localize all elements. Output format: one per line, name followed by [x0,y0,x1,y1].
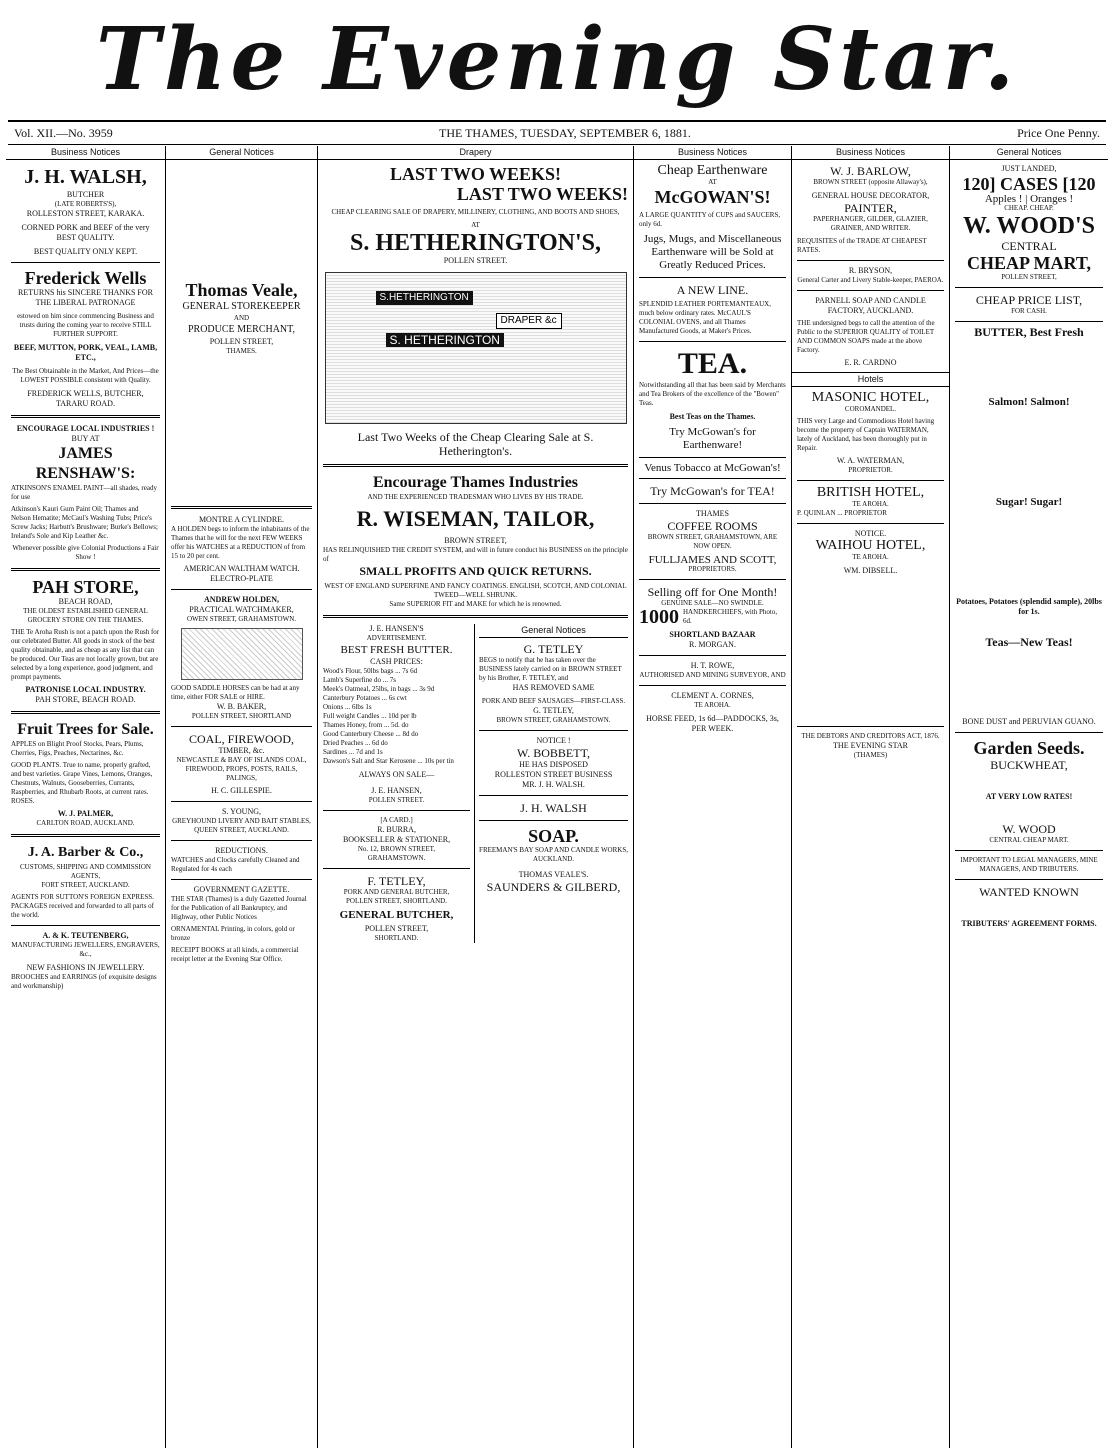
ad-text: POLLEN STREET. [443,256,508,265]
ad-text: BUCKWHEAT, [990,758,1068,772]
ad-text: TE AROHA. [852,553,889,561]
ad-title: PARNELL SOAP AND CANDLE FACTORY, AUCKLAND. [815,296,926,315]
ad-text: CHEAP CLEARING SALE OF DRAPERY, MILLINERY, CLOTHING, AND BOOTS AND SHOES, [331,208,620,216]
ad-masonic-hotel: MASONIC HOTEL, COROMANDEL. THIS very Large and Commodious Hotel having become the property of Captain WATERMAN, lately of Auckland, has been thoroughly put in Repair. W. A. WATERMAN, PROPRIETOR. [797,391,944,475]
ad-text: ROLLESTON STREET BUSINESS [494,770,613,779]
ad-text: PAINTER, [844,201,897,215]
ad-text: CENTRAL CHEAP MART. [989,836,1069,844]
price-list-item: Canterbury Potatoes ... 6s cwt [323,694,407,702]
ad-text: AT VERY LOW RATES! [985,792,1073,801]
ad-title: NOTICE. [854,529,887,538]
ad-text: CHEAP. CHEAP. [1004,204,1054,212]
ad-text: GREYHOUND LIVERY AND BAIT STABLES, [172,817,311,825]
ad-coffee-rooms [639,509,786,574]
ad-text: POLLEN STREET, [1001,273,1057,281]
ad-text: BEEF, MUTTON, PORK, VEAL, LAMB, ETC., [13,343,158,362]
ad-text: Salmon! Salmon! [988,396,1070,408]
ad-title: W. WOOD'S [962,213,1096,239]
ad-text: AUTHORISED AND MINING SURVEYOR, AND [639,671,786,679]
ad-text: G. TETLEY, [533,706,574,715]
ad-title: R. BURRA, [377,825,416,834]
ad-text: GENERAL BUTCHER, [339,909,454,921]
ad-selling-off [639,585,786,650]
ad-text: HE HAS DISPOSED [519,760,588,769]
ad-text: TE AROHA. [852,500,889,508]
ad-text: Teas—New Teas! [985,635,1073,649]
ad-text: FORT STREET, AUCKLAND. [41,881,130,889]
ad-title: MASONIC HOTEL, [811,390,930,405]
price-list-item: Thames Honey, from ... 5d. do [323,721,409,729]
ad-text: BROWN STREET, [444,536,507,545]
column-7 [950,146,1108,1448]
ad-title: J. E. HANSEN'S [369,624,424,633]
ad-text: BROOCHES and EARRINGS (of exquisite designs and workmanship) [11,973,157,990]
ad-bryson [797,266,944,285]
ad-text: BEST QUALITY ONLY KEPT. [33,247,138,256]
section-header: Business Notices [634,146,791,160]
ad-text: POLLEN STREET, [209,337,274,346]
ad-text: PAH STORE, BEACH ROAD. [35,695,136,704]
ad-text: PATRONISE LOCAL INDUSTRY. [25,685,146,694]
ad-text: THAMES. [226,347,257,355]
ad-mcgowan [639,164,786,272]
dateline [8,120,1106,145]
ad-text: BUTTER, Best Fresh [974,325,1084,339]
ad-text: General Carter and Livery Stable-keeper, PAEROA. [797,276,944,284]
ad-text: P. QUINLAN ... PROPRIETOR [797,509,887,517]
ad-text: BONE DUST and PERUVIAN GUANO. [962,717,1096,726]
ad-text: A LARGE QUANTITY of CUPS and SAUCERS, only 6d. [639,211,781,228]
ad-title: W. J. BARLOW, [830,164,911,178]
ad-text: CORNED PORK and BEEF of the very BEST QUALITY. [21,223,150,242]
ad-title: Fruit Trees for Sale. [17,721,154,738]
ad-text: ROLLESTON STREET, KARAKA. [26,209,145,218]
ad-title: Encourage Thames Industries [372,474,579,491]
ad-text: SHORTLAND. [374,934,419,942]
ad-text: GENERAL HOUSE DECORATOR, [811,191,930,200]
ad-text: BROWN STREET, GRAHAMSTOWN. [496,716,611,724]
ad-text: Try McGowan's for TEA! [650,484,775,498]
ad-text: BROWN STREET, GRAHAMSTOWN, ARE NOW OPEN. [647,533,778,550]
ad-text: Venus Tobacco at McGowan's! [644,462,781,474]
ad-text: BUY AT [71,434,100,443]
ad-text: [A CARD.] [380,816,413,824]
ad-text: PAPERHANGER, GILDER, GLAZIER, [813,215,928,223]
ad-title: TEA. [677,347,748,380]
price-list-item: Full weight Candles ... 10d per lb [323,712,417,720]
ad-title: J. H. WALSH, [24,166,147,188]
tetley-column [475,624,628,943]
ad-text: HAS REMOVED SAME [512,683,595,692]
ad-text: BUTCHER [66,190,105,199]
price-list-item: Dried Peaches ... 6d do [323,739,388,747]
ad-title: S. HETHERINGTON'S, [350,230,601,256]
column-6 [792,146,950,1448]
ad-title: REDUCTIONS. [215,846,268,855]
ad-text: FULLJAMES AND SCOTT, [648,554,777,566]
ad-title: Garden Seeds. [973,738,1085,758]
ad-text: W. J. PALMER, [57,809,114,818]
ad-title: J. A. Barber & Co., [27,845,144,860]
column-1 [6,146,166,1448]
price-list-item: Dawson's Salt and Star Kerosene ... 10s per tin [323,757,454,765]
section-header: Drapery [318,146,633,160]
ad-text: FREDERICK WELLS, BUTCHER, TARARU ROAD. [27,389,144,408]
ad-text: FREEMAN'S BAY SOAP AND CANDLE WORKS, AUCKLAND. [479,846,628,863]
ad-text: 1000 [639,606,679,628]
ad-text: CARLTON ROAD, AUCKLAND. [36,819,135,827]
ad-title: R. WISEMAN, TAILOR, [356,506,595,531]
ad-text: SMALL PROFITS AND QUICK RETURNS. [359,564,592,578]
price-list-item: Good Canterbury Cheese ... 8d do [323,730,419,738]
ad-text: CENTRAL [1001,239,1057,253]
ad-title: PAH STORE, [32,577,139,597]
ad-text: TRIBUTERS' AGREEMENT FORMS. [961,919,1097,928]
ad-text: PRODUCE MERCHANT, [187,324,296,335]
ad-title: MONTRE A CYLINDRE. [198,515,285,524]
ad-text: WM. DIBSELL. [843,566,898,575]
column-drapery [318,146,634,1448]
hansen-column [323,624,475,943]
price: Price One Penny. [1017,125,1100,140]
ad-text: POLLEN STREET, [364,924,429,933]
ad-text: MR. J. H. WALSH. [522,780,585,789]
ad-text: Try McGowan's for Earthenware! [669,426,756,451]
ad-text: TIMBER, &c. [218,746,265,755]
ad-title: ANDREW HOLDEN, [204,595,279,604]
ad-barber: J. A. Barber & Co., CUSTOMS, SHIPPING AND COMMISSION AGENTS, FORT STREET, AUCKLAND. AGENTS FOR SUTTON'S FOREIGN EXPRESS. PACKAGES received and forwarded to all parts of the world. [11,843,160,920]
ad-text: GOOD SADDLE HORSES can be had at any time, either FOR SALE or HIRE. [171,684,300,701]
section-header: Hotels [792,372,949,387]
ad-title: CHEAP PRICE LIST, [975,293,1083,307]
section-header: Business Notices [6,146,165,160]
ad-title: Frederick Wells [24,268,147,288]
ad-text: MANUFACTURING JEWELLERS, ENGRAVERS, &c., [11,941,160,958]
ad-text: BOOKSELLER & STATIONER, [342,835,451,844]
ad-hetherington [323,164,628,458]
ad-text: THE DEBTORS AND CREDITORS ACT, 1876. [801,732,940,740]
ad-text: Jugs, Mugs, and Miscellaneous Earthenware will be Sold at Greatly Reduced Prices. [643,233,782,271]
page-columns [6,146,1108,1448]
ad-walsh [11,164,160,257]
ad-title: Thomas Veale, [185,280,298,300]
ad-title: W. B. BAKER, [216,702,267,711]
ad-wells: Frederick Wells RETURNS his SINCERE THANKS FOR THE LIBERAL PATRONAGE estowed on him since commencing Business and trusts during the coming year to receive STILL FURTHER SUPPORT. BEEF, MUTTON, PORK, VEAL, LAMB, ETC., The Best Obtainable in the Market, And Prices—the LOWEST POSSIBLE consistent with Quality. FREDERICK WELLS, BUTCHER, TARARU ROAD. [12,268,159,408]
coach-illustration [181,628,303,680]
ad-cornes [639,691,786,734]
ad-title: CHEAP MART, [966,253,1092,273]
ad-text: TE AROHA. [694,701,731,709]
ad-pah-store: PAH STORE, BEACH ROAD, THE OLDEST ESTABLISHED GENERAL GROCERY STORE ON THE THAMES. THE Te Aroha Rush is not a patch upon the Rush for our celebrated Butter. All goods in stock of the best quality obtainable, and as cheap as any list that can be produced. Our Teas are not locally grown, but are selected by a long experience, good judgment, and prompt payments. PATRONISE LOCAL INDUSTRY. PAH STORE, BEACH ROAD. [11,577,160,704]
section-header: General Notices [479,624,628,638]
ad-text: BROWN STREET (opposite Allaway's), [813,178,928,186]
ad-text: AMERICAN WALTHAM WATCH. [183,564,300,573]
shop-sign: S. HETHERINGTON [386,333,504,347]
price-list-item: Sardines ... 7d and 1s [323,748,383,756]
ad-title: J. H. WALSH [520,801,587,815]
ad-text: Best Teas on the Thames. [669,412,756,421]
ad-text: Last Two Weeks of the Cheap Clearing Sale at S. Hetherington's. [357,430,594,458]
ad-text: Same SUPERIOR FIT and MAKE for which he is renowned. [389,600,562,608]
ad-text: GRAINER, AND WRITER. [830,224,911,232]
ad-text: Sugar! Sugar! [995,496,1063,508]
ad-text: PORK AND GENERAL BUTCHER, [343,888,450,896]
ad-text: REQUISITES of the TRADE AT CHEAPEST RATES. [797,237,927,254]
ad-text: A HOLDEN begs to inform the inhabitants of the Thames that he will for the next FEW WEEKS offer his WATCHES at a REDUCTION of from 15 to 20 per cent. [171,525,310,560]
ad-barlow [797,164,944,255]
ad-wood [955,164,1103,929]
ad-holden [171,595,312,624]
ad-text: BEACH ROAD, [58,597,113,606]
ad-text: AND THE EXPERIENCED TRADESMAN WHO LIVES BY HIS TRADE. [367,493,584,501]
ad-text: ELECTRO-PLATE [210,574,273,583]
ad-veale [171,280,312,356]
price-list-item: Lamb's Superfine do ... 7s [323,676,397,684]
ad-text: JUST LANDED, [1001,164,1057,173]
ad-text: AND [233,314,250,322]
ad-title: H. T. ROWE, [690,661,735,670]
ad-text: H. C. GILLESPIE. [211,786,272,795]
ad-gazette [171,885,312,964]
ad-coal [171,732,312,796]
ad-title: G. TETLEY [523,642,584,656]
ad-wiseman [323,473,628,609]
ad-text: BEGS to notify that he has taken over the BUSINESS lately carried on in BROWN STREET by his Brother, F. TETLEY, and [479,656,622,682]
ad-text: ADVERTISEMENT. [366,634,427,642]
issue-date: THE THAMES, TUESDAY, SEPTEMBER 6, 1881. [438,125,691,140]
ad-teutenberg [11,931,160,991]
ad-text: PROPRIETORS. [688,565,737,573]
shop-sign: DRAPER &c [496,313,562,329]
ad-title: CLEMENT A. CORNES, [671,691,754,700]
ad-waihou-hotel [797,539,944,576]
ad-text: PRACTICAL WATCHMAKER, [189,605,294,614]
ad-text: WATCHES and Clocks carefully Cleaned and Regulated for 4s each [171,856,300,873]
ad-title: COFFEE ROOMS [667,519,758,533]
section-header: General Notices [166,146,317,160]
ad-fruit-trees: Fruit Trees for Sale. APPLES on Blight Proof Stocks, Pears, Plums, Cherries, Figs, Peaches, Nectarines, &c. GOOD PLANTS. True to name, properly grafted, and best varieties. Grape Vines, Lemons, Oranges, Chestnuts, Walnuts, Gooseberries, Currants, Raspberries, and Rhubarb Roots, at current rates. ROSES. W. J. PALMER, CARLTON ROAD, AUCKLAND. [11,720,160,828]
ad-text: HANDKERCHIEFS, with Photo, 6d. [683,608,778,625]
ad-text: CASH PRICES: [370,657,423,666]
ad-title: F. TETLEY, [367,874,426,888]
column-2 [166,146,318,1448]
ad-text: CUSTOMS, SHIPPING AND COMMISSION AGENTS, [20,863,151,880]
ad-text: QUEEN STREET, AUCKLAND. [194,826,289,834]
masthead [0,0,1114,120]
ad-text: RECEIPT BOOKS at all kinds, a commercial receipt letter at the Evening Star Office. [171,946,299,963]
ad-text: PROPRIETOR. [848,466,893,474]
ad-text: IMPORTANT TO LEGAL MANAGERS, MINE MANAGERS, AND TRIBUTERS. [960,856,1098,873]
ad-text: (THAMES) [853,751,888,759]
ad-title: Selling off for One Month! [647,585,778,599]
ad-text: PORK AND BEEF SAUSAGES—FIRST-CLASS. [481,697,626,705]
ad-title: McGOWAN'S! [654,187,771,207]
ad-text: ATKINSON'S ENAMEL PAINT—all shades, ready for use [11,484,157,501]
ad-title: Cheap Earthenware [657,163,768,178]
ad-text: NEW FASHIONS IN JEWELLERY. [26,963,145,972]
ad-text: Apples ! | Oranges ! [984,193,1074,205]
ad-renshaw: ENCOURAGE LOCAL INDUSTRIES ! BUY AT JAMES RENSHAW'S: ATKINSON'S ENAMEL PAINT—all shades, ready for use Atkinson's Kauri Gum Paint Oil; Thames and Nelson Hematite; McCaul's Washing Tubs; Price's Screw Jacks; Harbutt's Brushware; Burke's Bellows; Ireland's Sole and Kip Leather &c. Whenever possible give Colonial Productions a Fair Show ! [11,424,159,561]
ad-text: Potatoes, Potatoes (splendid sample), 20lbs for 1s. [956,597,1102,616]
ad-text: RETURNS his SINCERE THANKS FOR THE LIBERAL PATRONAGE [18,288,153,307]
ad-text: ENCOURAGE LOCAL INDUSTRIES ! [16,424,155,433]
ad-text: ALWAYS ON SALE— [358,770,435,779]
ad-title: WAIHOU HOTEL, [815,538,926,553]
ad-text: NEWCASTLE & BAY OF ISLANDS COAL, [176,756,307,764]
ad-british-hotel [797,486,944,518]
ad-baker [171,684,312,721]
ad-text: THOMAS VEALE'S. [518,870,589,879]
ad-debtors-act [797,732,944,760]
ad-title: S. YOUNG, [221,807,262,816]
ad-text: W. A. WATERMAN, [836,456,905,465]
ad-text: E. R. CARDNO [844,358,897,367]
ad-title: LAST TWO WEEKS! [389,164,562,184]
price-list-item: Wood's Flour, 50lbs bags ... 7s 6d [323,667,418,675]
price-list-item: Meek's Oatmeal, 25lbs, in bags ... 3s 9d [323,685,435,693]
shop-engraving [325,272,627,424]
ad-text: W. WOOD [1002,822,1056,836]
ad-text: POLLEN STREET, SHORTLAND [191,712,292,720]
newspaper-title: The Evening Star. [95,9,1019,110]
ad-text: (LATE ROBERTS'S), [54,200,117,208]
section-header: General Notices [950,146,1108,160]
ad-title: A NEW LINE. [676,283,749,297]
ad-text: SHORTLAND BAZAAR [669,630,756,639]
ad-text: J. E. HANSEN, [371,786,422,795]
ad-parnell: PARNELL SOAP AND CANDLE FACTORY, AUCKLAND. THE undersigned begs to call the attention of the Public to the SUPERIOR QUALITY of TOILET AND COMMON SOAPS made at the above Factory. E. R. CARDNO [797,296,944,368]
ad-text: THE STAR (Thames) is a duly Gazetted Journal for the Publication of all Bankruptcy, and Highway, other Public Notices [171,895,307,921]
ad-text: GENERAL STOREKEEPER [182,301,301,312]
shop-sign: S.HETHERINGTON [376,291,473,305]
ad-text: COROMANDEL. [844,405,897,413]
section-header: Business Notices [792,146,949,160]
ad-title: WANTED KNOWN [979,885,1079,899]
ad-title: A. & K. TEUTENBERG, [42,931,129,940]
ad-text: FOR CASH. [1011,307,1047,315]
ad-title: GOVERNMENT GAZETTE. [193,885,290,894]
price-list [323,667,470,766]
ad-text: FIREWOOD, PROPS, POSTS, RAILS, PALINGS, [185,765,298,782]
ad-text: Whenever possible give Colonial Productions a Fair Show ! [12,544,159,561]
ad-title: W. BOBBETT, [517,746,591,760]
ad-title: BEST FRESH BUTTER. [340,644,453,656]
ad-text: HAS RELINQUISHED THE CREDIT SYSTEM, and will in future conduct his BUSINESS on the principle of [323,546,628,563]
ad-title: JAMES RENSHAW'S: [35,445,136,482]
ad-title: 120] CASES [120 [962,174,1096,194]
ad-text: HORSE FEED, 1s 6d—PADDOCKS, 3s, PER WEEK. [646,714,779,733]
ad-text: APPLES on Blight Proof Stocks, Pears, Plums, Cherries, Figs, Peaches, Nectarines, &c. [11,740,144,757]
ad-reductions [171,846,312,874]
ad-title: SOAP. [528,826,579,846]
ad-text: WEST OF ENGLAND SUPERFINE AND FANCY COATINGS. ENGLISH, SCOTCH, AND COLONIAL TWEED—WELL SHRUNK. [324,582,627,599]
ad-title: THE EVENING STAR [833,741,908,750]
ad-title: NOTICE ! [536,736,571,745]
ad-montre [171,515,312,584]
column-5: Business Notices Cheap Earthenware AT McGOWAN'S! A LARGE QUANTITY of CUPS and SAUCERS, only 6d. Jugs, Mugs, and Miscellaneous Earthenware will be Sold at Greatly Reduced Prices. A NEW LINE. SPLENDID LEATHER PORTEMANTEAUX, much below ordinary rates. McCAUL'S COLONIAL OVENS, and all Thames Manufactured Goods, at Maker's Prices. TEA. Notwithstanding all that has been said by Merchants and Tea Brokers of the excellence of the "Bowen" Teas. Best Teas on the Thames. Try McGowan's for Earthenware! Venus Tobacco at McGowan's! Try McGowan's for TEA! THAMES COFFEE ROOMS BROWN STREET, GRAHAMSTOWN, ARE NOW OPEN. FULLJAMES AND SCOTT, PROPRIETORS. Selling off for One Month! GENUINE SALE—NO SWINDLE. 1000 HANDKERCHIEFS, with Photo, 6d. SHORTLAND BAZAAR R. MORGAN. H. T. ROWE, AUTHORISED AND MINING SURVEYOR, AND CLEMENT A. CORNES, TE AROHA. HORSE FEED, 1s 6d—PADDOCKS, 3s, PER WEEK. [634,146,792,1448]
ad-text: R. MORGAN. [689,640,736,649]
ad-title: COAL, FIREWOOD, [189,732,294,746]
ad-text: GRAHAMSTOWN. [367,854,426,862]
ad-title: LAST TWO WEEKS! [456,184,628,204]
ad-text: POLLEN STREET, SHORTLAND. [346,897,447,905]
ad-text: THE OLDEST ESTABLISHED GENERAL GROCERY STORE ON THE THAMES. [23,607,148,624]
ad-text: AT [708,178,717,186]
ad-text: AT [471,221,480,229]
ad-text: No. 12, BROWN STREET, [357,845,436,853]
ad-text: THAMES [696,509,729,518]
ad-text: GENUINE SALE—NO SWINDLE. [661,599,764,607]
ad-young [171,807,312,835]
ad-text: ORNAMENTAL Printing, in colors, gold or bronze [171,925,295,942]
ad-text: OWEN STREET, GRAHAMSTOWN. [186,615,296,623]
ad-text: SAUNDERS & GILBERD, [486,880,621,894]
lower-split [323,624,628,943]
ad-title: R. BRYSON, [848,266,893,275]
ad-rowe [639,661,786,680]
volume-number: Vol. XII.—No. 3959 [14,125,113,140]
ad-title: BRITISH HOTEL, [816,485,925,500]
ad-text: POLLEN STREET. [368,796,425,804]
price-list-item: Onions ... 6lbs 1s [323,703,372,711]
